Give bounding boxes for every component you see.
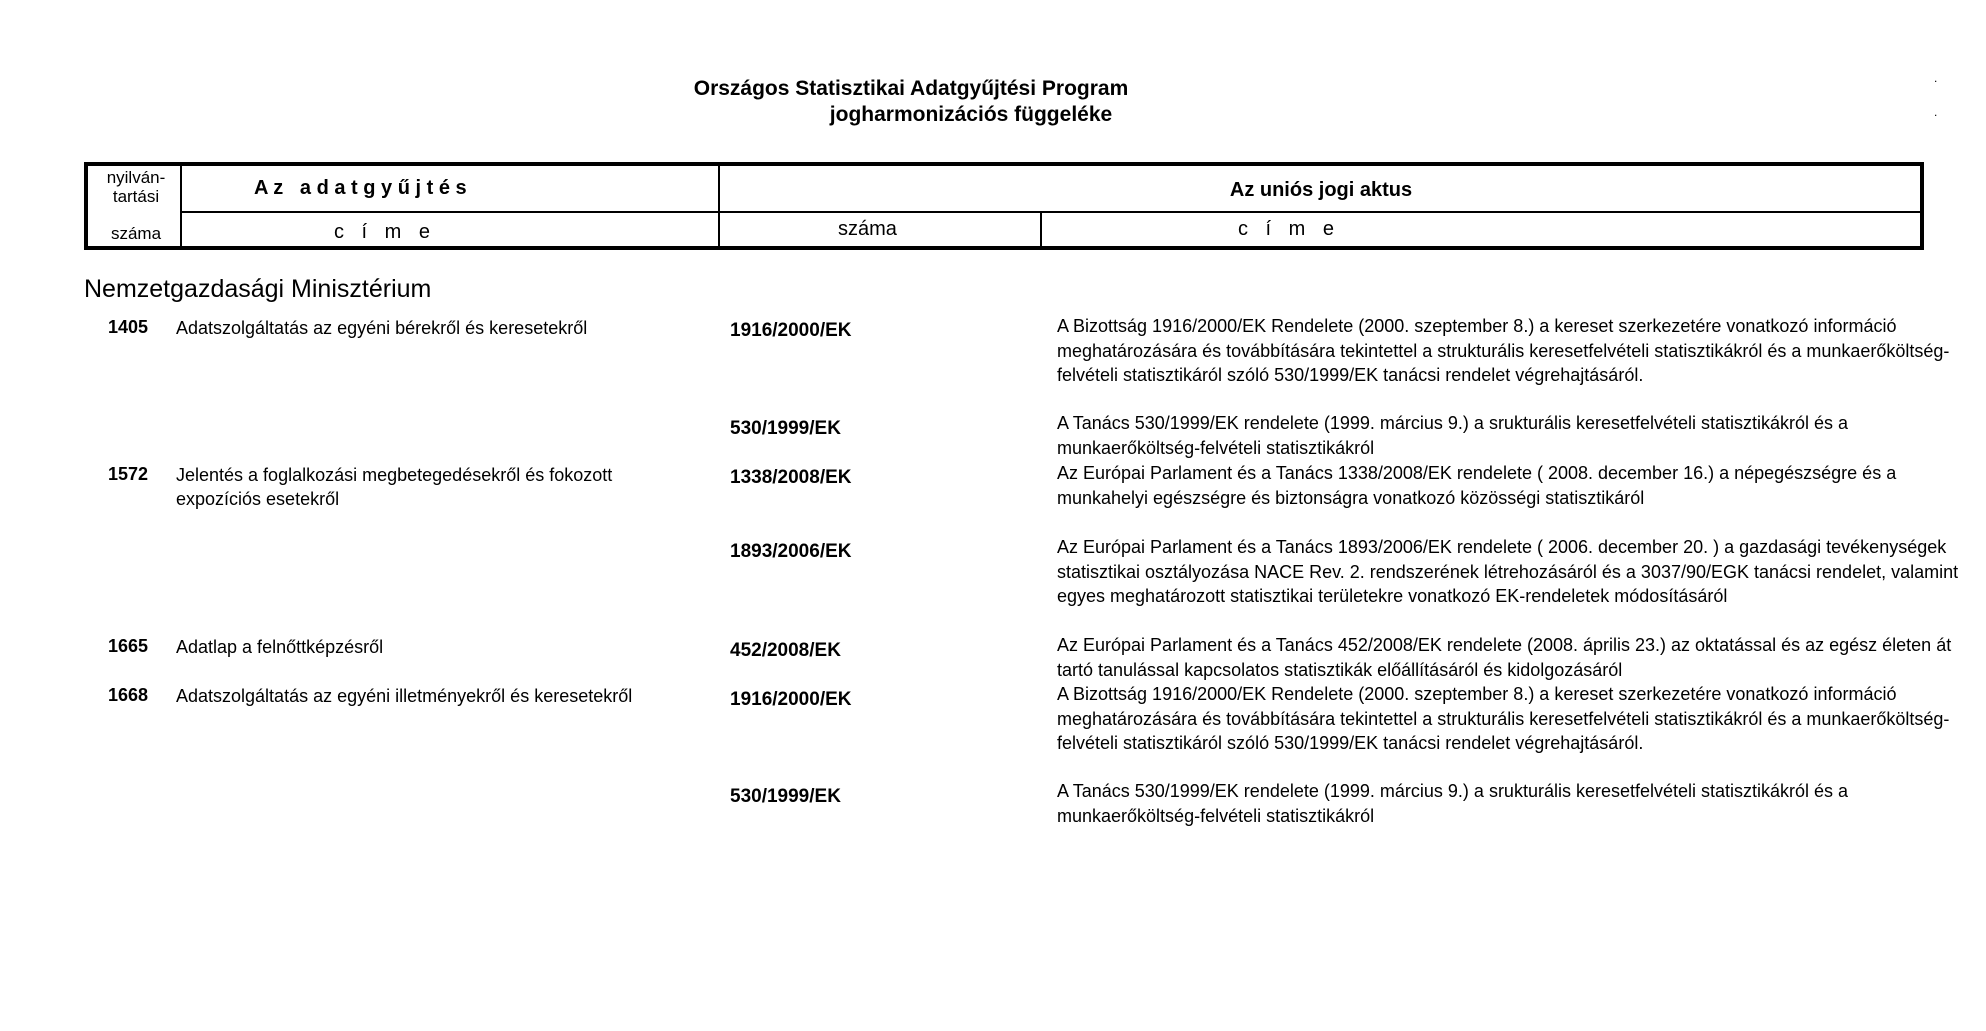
header-id-line-2: tartási bbox=[112, 187, 160, 206]
row-name: Jelentés a foglalkozási megbetegedésekről és fokozott expozíciós esetekről bbox=[176, 465, 613, 509]
act-number: 1916/2000/EK bbox=[730, 320, 852, 341]
header-eu-act: Az uniós jogi aktus bbox=[1229, 179, 1413, 201]
act-title: A Bizottság 1916/2000/EK Rendelete (2000. szeptember 8.) a kereset szerkezetére vonatkozó információ meghatározására és továbbítására tekintettel a strukturális keresetfelvételi statisztikákról és a munkaerőköltség-felvételi statisztikáról szóló 530/1999/EK tanácsi rendelet végrehajtásáról. bbox=[1057, 316, 1950, 385]
row-id: 1668 bbox=[108, 685, 149, 705]
act-title: A Tanács 530/1999/EK rendelete (1999. március 9.) a srukturális keresetfelvételi statisztikákról és a munkaerőköltség-felvételi statisztikákról bbox=[1057, 781, 1849, 826]
row-id: 1665 bbox=[108, 636, 149, 656]
row-name: Adatszolgáltatás az egyéni illetményekről és keresetekről bbox=[176, 686, 633, 706]
act-number: 530/1999/EK bbox=[730, 418, 841, 439]
corner-mark: . bbox=[1934, 105, 1938, 119]
act-title: Az Európai Parlament és a Tanács 1893/2006/EK rendelete ( 2006. december 20. ) a gazdasági tevékenységek statisztikai osztályozása NACE Rev. 2. rendszerének létrehozásáról és a 3037/90/EGK tanácsi rendelet, valamint egyes meghatározott statisztikai területekre vonatkozó EK-rendeletek módosításáról bbox=[1057, 537, 1959, 606]
header-divider bbox=[180, 211, 1924, 213]
header-id-line-3: száma bbox=[110, 224, 162, 243]
header-collection: A z a d a t g y ű j t é s bbox=[254, 177, 467, 199]
act-title: A Tanács 530/1999/EK rendelete (1999. március 9.) a srukturális keresetfelvételi statisztikákról és a munkaerőköltség-felvételi statisztikákról bbox=[1057, 413, 1849, 458]
document-title bbox=[0, 76, 1986, 128]
header-eu-act-number: száma bbox=[838, 218, 897, 240]
act-number: 1916/2000/EK bbox=[730, 689, 852, 710]
row-id: 1572 bbox=[108, 464, 149, 484]
title-line-1: Országos Statisztikai Adatgyűjtési Program bbox=[693, 77, 1129, 100]
header-collection-title: c í m e bbox=[334, 221, 437, 243]
act-number: 1338/2008/EK bbox=[730, 467, 852, 488]
row-name: Adatlap a felnőttképzésről bbox=[176, 637, 384, 657]
title-line-2: jogharmonizációs függeléke bbox=[829, 103, 1113, 126]
act-number: 1893/2006/EK bbox=[730, 541, 852, 562]
act-number: 452/2008/EK bbox=[730, 640, 841, 661]
header-divider bbox=[1040, 212, 1042, 246]
row-name: Adatszolgáltatás az egyéni bérekről és keresetekről bbox=[176, 318, 588, 338]
header-id-line-1: nyilván- bbox=[106, 168, 166, 187]
row-id: 1405 bbox=[108, 317, 149, 337]
corner-mark: . bbox=[1934, 71, 1938, 85]
ministry-heading: Nemzetgazdasági Minisztérium bbox=[84, 275, 432, 303]
table-header bbox=[84, 162, 1924, 250]
act-title: Az Európai Parlament és a Tanács 452/2008/EK rendelete (2008. április 23.) az oktatással és az egész életen át tartó tanulással kapcsolatos statisztikák előállításáról és kidolgozásáról bbox=[1057, 635, 1952, 680]
act-title: A Bizottság 1916/2000/EK Rendelete (2000. szeptember 8.) a kereset szerkezetére vonatkozó információ meghatározására és továbbítására tekintettel a strukturális keresetfelvételi statisztikákról és a munkaerőköltség-felvételi statisztikáról szóló 530/1999/EK tanácsi rendelet végrehajtásáról. bbox=[1057, 684, 1950, 753]
act-title: Az Európai Parlament és a Tanács 1338/2008/EK rendelete ( 2008. december 16.) a népegészségre és a munkahelyi egészségre és biztonságra vonatkozó közösségi statisztikáról bbox=[1057, 463, 1897, 508]
header-eu-act-title: c í m e bbox=[1238, 218, 1341, 240]
act-number: 530/1999/EK bbox=[730, 786, 841, 807]
